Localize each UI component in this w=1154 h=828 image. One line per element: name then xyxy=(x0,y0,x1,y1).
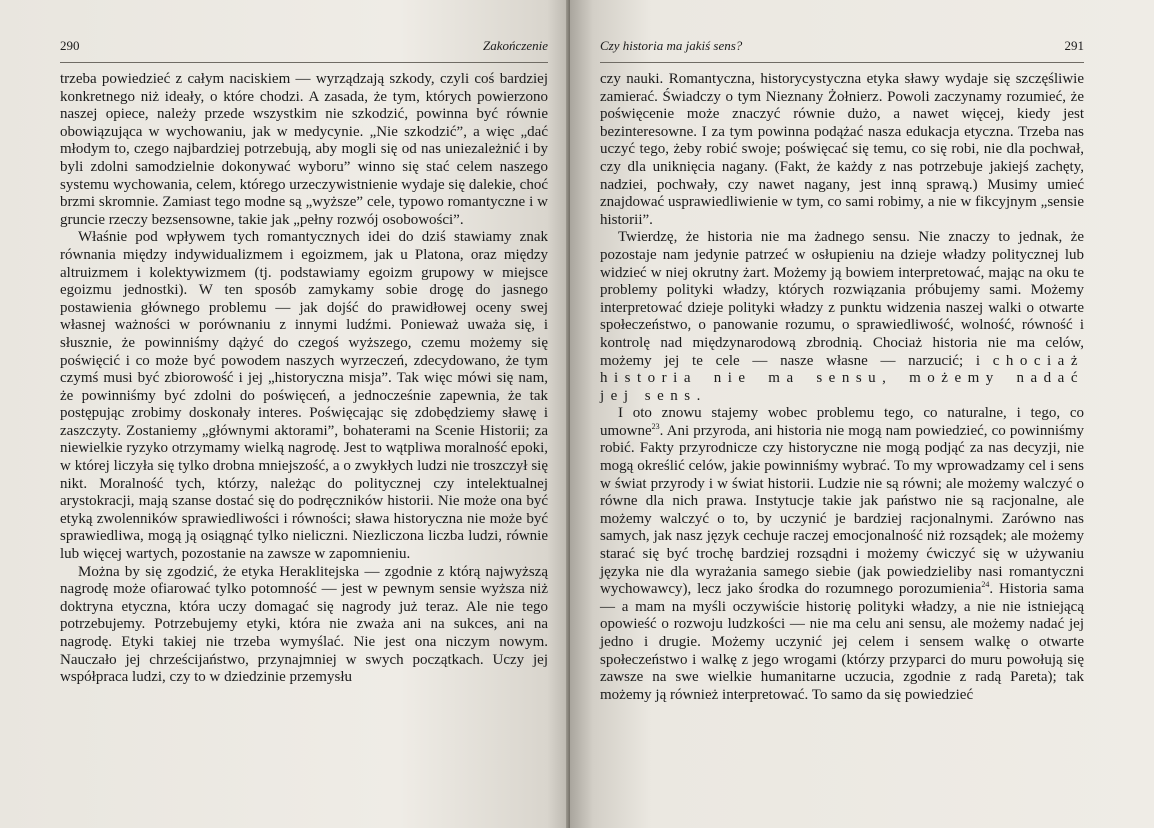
right-page-body xyxy=(600,71,1084,704)
right-paragraph-3-part-a: I oto znowu stajemy wobec problemu tego, co naturalne, i tego, co umowne xyxy=(600,405,1084,439)
spaced-emphasis: chociaż historia nie ma sensu, możemy nadać jej sens. xyxy=(600,352,1085,404)
left-page-number: 290 xyxy=(60,38,80,53)
right-running-head: Czy historia ma jakiś sens? xyxy=(600,38,743,53)
footnote-mark-24: 24 xyxy=(981,580,990,590)
left-running-head: Zakończenie xyxy=(483,38,548,53)
left-paragraph-2: Właśnie pod wpływem tych romantycznych idei do dziś stawiamy znak równania między indywidualizmem i egoizmem, jak u Platona, oraz między altruizmem i kolektywizmem (tj. podstawiamy egoizm grupowy w miejsce egoizmu jednostki). W ten sposób zamykamy sobie drogę do jasnego postawienia głównego problemu — jak dojść do prawidłowej oceny swej własnej ważności w porównaniu z innymi ludźmi. Ponieważ uważa się, i słusznie, że powinniśmy dążyć do czegoś wyższego, czemu możemy się poświęcić i co może być powodem naszych wyrzeczeń, zdecydowano, że tym czymś musi być zbiorowość i jej „historyczna misja”. Tak więc mówi się nam, że powinniśmy być zdolni do poświęceń, a jednocześnie zapewnia, że tak postępując zrobimy doskonały interes. Poświęcając się zdobędziemy sławę i zaszczyty. Zostaniemy „głównymi aktorami”, bohaterami na Scenie Historii; za niewielkie ryzyko otrzymamy wielką nagrodę. Jest to wątpliwa moralność epoki, w której liczyła się tylko drobna mniejszość, a o zwykłych ludzi nie troszczył się nikt. Moralność tych, którzy, należąc do politycznej czy intelektualnej arystokracji, mają szanse dostać się do podręczników historii. Nie może ona być etyką zwolenników sprawiedliwości i równości; sława historyczna nie może być sprawiedliwa, mogą ją osiągnąć tylko nieliczni. Niezliczona liczba ludzi, równie lub więcej wartych, pozostanie na zawsze w zapomnieniu. xyxy=(60,229,548,563)
left-page xyxy=(0,0,570,828)
right-paragraph-3-part-c: . Historia sama — a mam na myśli oczywiście historię polityki władzy, a nie nie istniejącą opowieść o rozwoju ludzkości — nie ma celu ani sensu, ale możemy nadać jej jedno i drugie. Możemy uczynić jej celem i sensem walkę o otwarte społeczeństwo i walkę z jego wrogami (którzy przyparci do muru powołują się zawsze na swe wielkie humanitarne uczucia, zgodnie z radą Pareta); tak możemy ją również interpretować. To samo da się powiedzieć xyxy=(600,581,1084,703)
left-page-body xyxy=(60,71,548,687)
right-page-number: 291 xyxy=(1064,38,1084,53)
left-page-header xyxy=(60,38,548,63)
right-paragraph-3 xyxy=(600,405,1084,704)
right-paragraph-1: czy nauki. Romantyczna, historycystyczna etyka sławy wydaje się szczęśliwie zamierać. Świadczy o tym Nieznany Żołnierz. Powoli zaczynamy rozumieć, że poświęcenie może znaczyć równie dużo, a nawet więcej, kiedy jest bezinteresowne. I za tym powinna podążać nasza edukacja etyczna. Trzeba nas uczyć tego, żeby robić swoje; poświęcać się temu, co się robi, nie dla pochwał, czy dla uniknięcia nagany. (Fakt, że każdy z nas potrzebuje jakiejś zachęty, nadziei, pochwały, czy nawet nagany, jest inną sprawą.) Musimy umieć znajdować usprawiedliwienie w tym, co sami robimy, a nie w fikcyjnym „sensie historii”. xyxy=(600,71,1084,228)
right-paragraph-3-part-b: . Ani przyroda, ani historia nie mogą nam powiedzieć, co powinniśmy robić. Fakty przyrodnicze czy historyczne nie mogą podjąć za nas decyzji, nie mogą określić celów, jakie powinniśmy wybrać. To my wprowadzamy cel i sens w świat przyrody i w świat historii. Ludzie nie są równi; ale możemy walczyć o równe dla nich prawa. Instytucje takie jak państwo nie są racjonalne, ale możemy walczyć o to, by uczynić je bardziej racjonalnymi. Zarówno nas samych, jak nasz język cechuje raczej emocjonalność niż rozsądek; ale możemy starać się być trochę bardziej rozsądni i możemy ćwiczyć się w używaniu języka nie dla wyrażania samego siebie (jak powiedzieliby nasi romantyczni wychowawcy), lecz jako środka do rozumnego porozumienia xyxy=(600,422,1084,598)
right-page-header xyxy=(600,38,1084,63)
left-paragraph-1: trzeba powiedzieć z całym naciskiem — wyrządzają szkody, czyli coś bardziej konkretnego niż ideały, o które chodzi. A zasada, że tym, których powierzono naszej opiece, należy przede wszystkim nie szkodzić, powinna być równie obowiązująca w wychowaniu, jak w medycynie. „Nie szkodzić”, a więc „dać młodym to, czego najbardziej potrzebują, aby mogli się od nas uniezależnić i by byli zdolni samodzielnie dokonywać wyboru” winno się stać celem naszego systemu wychowania, celem, którego urzeczywistnienie wydaje się dalekie, choć brzmi skromnie. Zamiast tego modne są „wyższe” cele, typowo romantyczne i w gruncie rzeczy bezsensowne, takie jak „pełny rozwój osobowości”. xyxy=(60,71,548,228)
right-paragraph-2-text: Twierdzę, że historia nie ma żadnego sensu. Nie znaczy to jednak, że pozostaje nam jedynie patrzeć w osłupieniu na dzieje władzy politycznej lub widzieć w niej okrutny żart. Możemy ją bowiem interpretować, mając na oku te problemy polityki władzy, których rozwiązania próbujemy sami. Możemy interpretować dzieje polityki władzy z punktu widzenia naszej walki o otwarte społeczeństwo, o panowanie rozumu, o sprawiedliwość, wolność, równość i kontrolę nad międzynarodową zbrodnią. Chociaż historia nie ma celów, możemy jej te cele — nasze własne — narzucić; i xyxy=(600,229,1084,369)
left-paragraph-3: Można by się zgodzić, że etyka Heraklitejska — zgodnie z którą najwyższą nagrodę może ofiarować tylko potomność — jest w pewnym sensie wyższa niż doktryna etyczna, która uczy domagać się nagrody już teraz. Ale nie tego potrzebujemy. Potrzebujemy etyki, która nie zważa ani na sukces, ani na nagrodę. Etyki takiej nie trzeba wymyślać. Nie jest ona niczym nowym. Nauczało jej chrześcijaństwo, przynajmniej w swych początkach. Uczy jej współpraca ludzi, czy to w dziedzinie przemysłu xyxy=(60,563,548,686)
right-page xyxy=(570,0,1154,828)
footnote-mark-23: 23 xyxy=(651,421,660,431)
right-paragraph-2 xyxy=(600,229,1084,405)
